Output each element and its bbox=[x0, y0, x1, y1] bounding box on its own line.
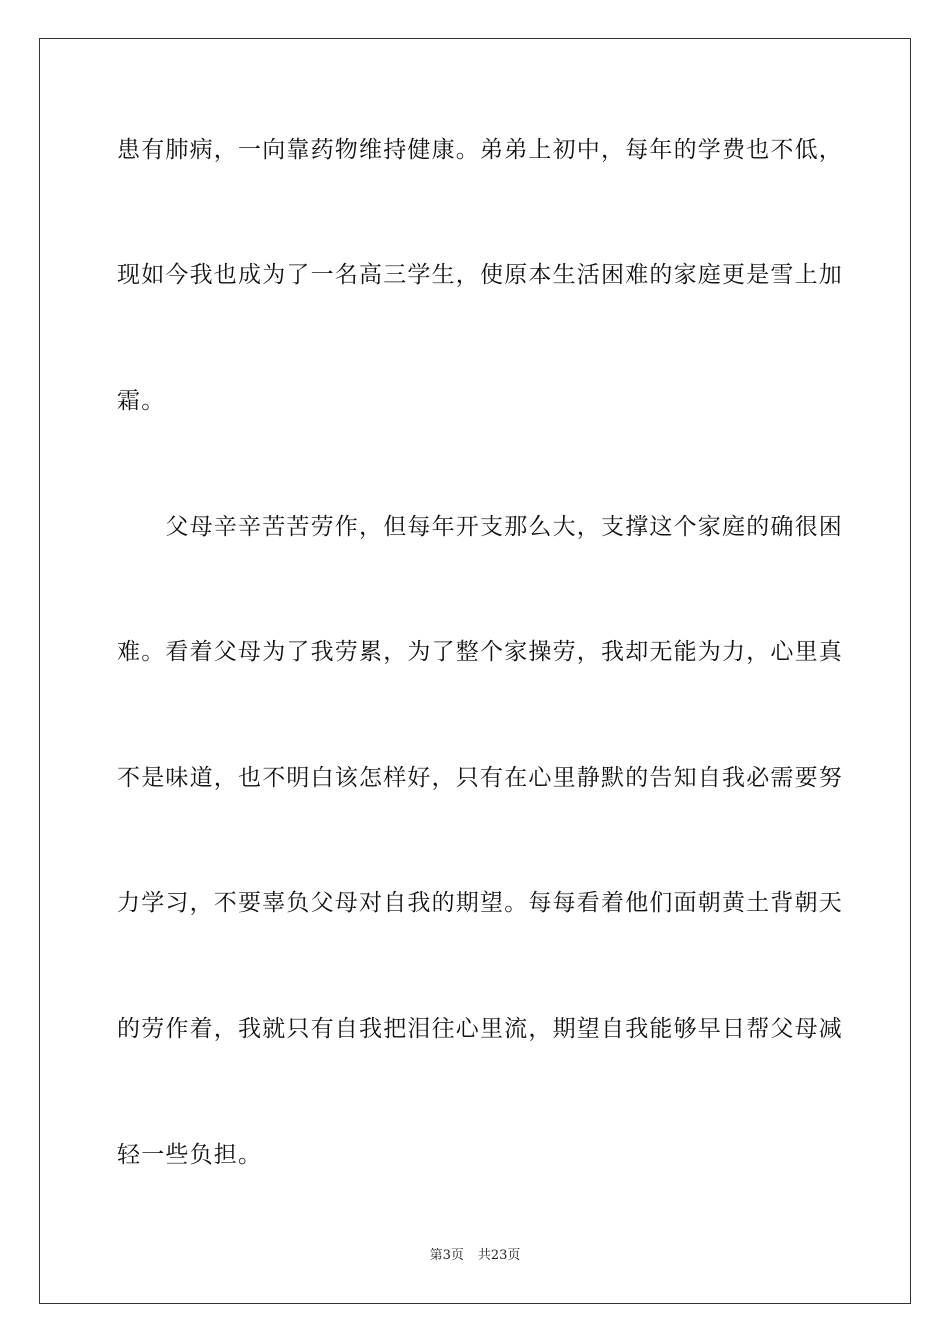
text-line: 患有肺病，一向靠药物维持健康。弟弟上初中，每年的学费也不低， bbox=[117, 137, 843, 163]
text-line: 现如今我也成为了一名高三学生，使原本生活困难的家庭更是雪上加 bbox=[117, 262, 843, 288]
text-line: 力学习，不要辜负父母对自我的期望。每每看着他们面朝黄土背朝天 bbox=[117, 890, 843, 916]
text-line: 轻一些负担。 bbox=[117, 1142, 263, 1168]
page-footer bbox=[0, 1244, 950, 1263]
page-number: 第3页 bbox=[429, 1248, 464, 1263]
total-pages: 共23页 bbox=[477, 1248, 521, 1263]
text-line: 的劳作着，我就只有自我把泪往心里流，期望自我能够早日帮父母减 bbox=[117, 1016, 843, 1042]
text-line: 父母辛辛苦苦劳作，但每年开支那么大，支撑这个家庭的确很困 bbox=[117, 514, 843, 540]
text-line: 难。看着父母为了我劳累，为了整个家操劳，我却无能为力，心里真 bbox=[117, 639, 843, 665]
page-border bbox=[39, 38, 911, 1304]
text-line: 不是味道，也不明白该怎样好，只有在心里静默的告知自我必需要努 bbox=[117, 765, 843, 791]
text-line: 霜。 bbox=[117, 388, 166, 414]
